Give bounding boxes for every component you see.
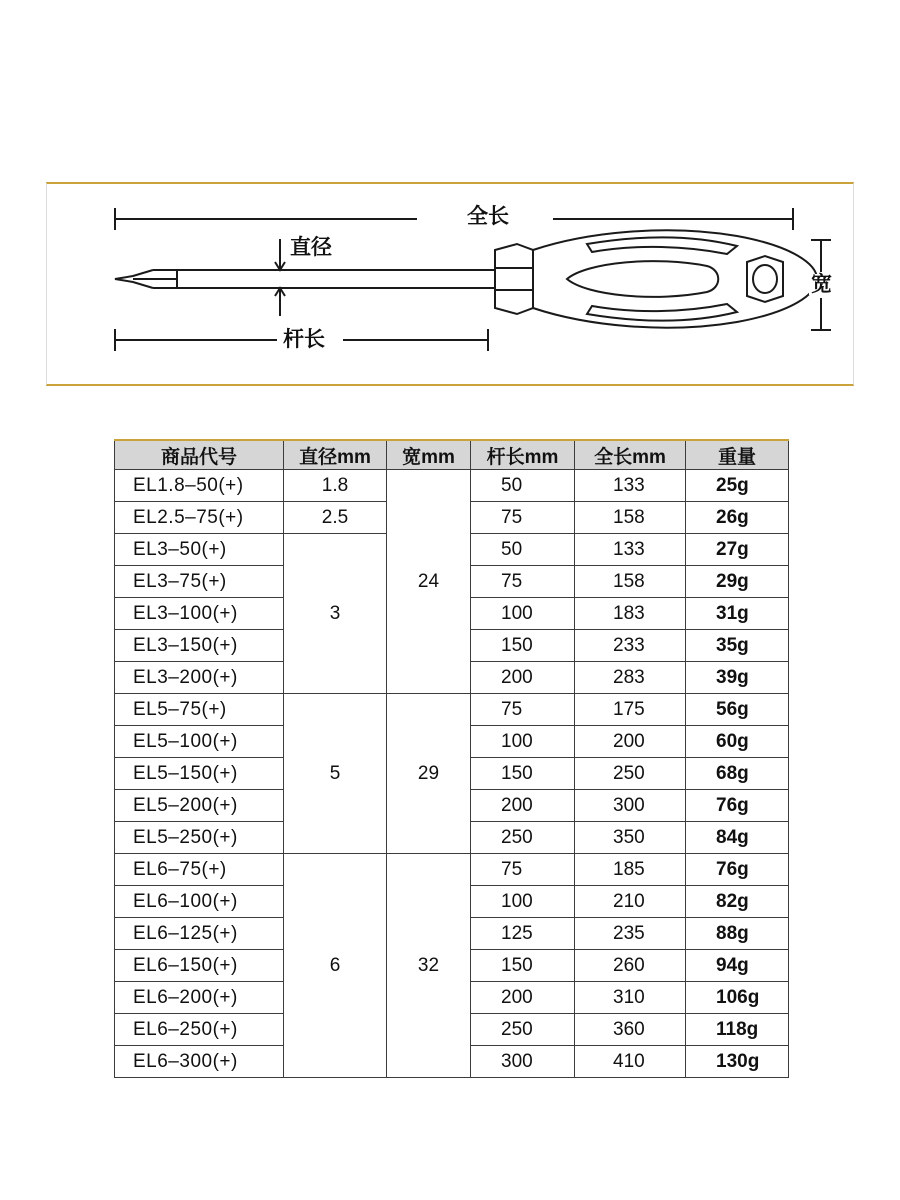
weight-cell: 29g (686, 566, 789, 598)
model-cell: EL3–150(+) (115, 630, 284, 662)
total-length-cell: 300 (575, 790, 686, 822)
weight-cell: 31g (686, 598, 789, 630)
model-cell: EL6–150(+) (115, 950, 284, 982)
total-length-cell: 158 (575, 502, 686, 534)
model-cell: EL5–250(+) (115, 822, 284, 854)
table-row (115, 694, 789, 726)
shaft-length-cell: 100 (471, 598, 575, 630)
total-length-label: 全长 (461, 206, 515, 227)
screwdriver-illustration (47, 184, 855, 388)
header-model: 商品代号 (115, 440, 284, 470)
shaft-length-cell: 50 (471, 534, 575, 566)
model-cell: EL6–250(+) (115, 1014, 284, 1046)
spec-table (114, 439, 789, 1078)
shaft-length-cell: 75 (471, 694, 575, 726)
shaft-length-cell: 100 (471, 726, 575, 758)
weight-cell: 84g (686, 822, 789, 854)
model-cell: EL3–75(+) (115, 566, 284, 598)
weight-cell: 35g (686, 630, 789, 662)
model-cell: EL3–100(+) (115, 598, 284, 630)
model-cell: EL3–50(+) (115, 534, 284, 566)
total-length-cell: 260 (575, 950, 686, 982)
table-header-row (115, 440, 789, 470)
table-row (115, 470, 789, 502)
model-cell: EL6–300(+) (115, 1046, 284, 1078)
diameter-cell: 6 (284, 854, 387, 1078)
width-cell: 24 (387, 470, 471, 694)
table-row (115, 854, 789, 886)
header-total-length: 全长mm (575, 440, 686, 470)
shaft-length-cell: 150 (471, 950, 575, 982)
total-length-cell: 310 (575, 982, 686, 1014)
width-cell: 32 (387, 854, 471, 1078)
model-cell: EL6–125(+) (115, 918, 284, 950)
total-length-cell: 283 (575, 662, 686, 694)
shaft-length-cell: 100 (471, 886, 575, 918)
model-cell: EL5–75(+) (115, 694, 284, 726)
total-length-cell: 350 (575, 822, 686, 854)
shaft-length-cell: 200 (471, 982, 575, 1014)
weight-cell: 76g (686, 854, 789, 886)
shaft-length-cell: 75 (471, 566, 575, 598)
total-length-cell: 210 (575, 886, 686, 918)
model-cell: EL2.5–75(+) (115, 502, 284, 534)
weight-cell: 25g (686, 470, 789, 502)
total-length-cell: 175 (575, 694, 686, 726)
total-length-cell: 233 (575, 630, 686, 662)
shaft-length-cell: 250 (471, 822, 575, 854)
shaft-length-cell: 200 (471, 662, 575, 694)
shaft-length-cell: 75 (471, 854, 575, 886)
shaft-length-cell: 150 (471, 758, 575, 790)
shaft-length-cell: 300 (471, 1046, 575, 1078)
shaft-length-label: 杆长 (279, 329, 329, 350)
total-length-cell: 183 (575, 598, 686, 630)
weight-cell: 60g (686, 726, 789, 758)
model-cell: EL5–200(+) (115, 790, 284, 822)
weight-cell: 82g (686, 886, 789, 918)
shaft-length-cell: 200 (471, 790, 575, 822)
weight-cell: 118g (686, 1014, 789, 1046)
weight-cell: 130g (686, 1046, 789, 1078)
model-cell: EL6–100(+) (115, 886, 284, 918)
weight-cell: 27g (686, 534, 789, 566)
weight-cell: 56g (686, 694, 789, 726)
diameter-cell: 3 (284, 534, 387, 694)
weight-cell: 88g (686, 918, 789, 950)
total-length-cell: 133 (575, 534, 686, 566)
weight-cell: 39g (686, 662, 789, 694)
total-length-cell: 360 (575, 1014, 686, 1046)
width-cell: 29 (387, 694, 471, 854)
model-cell: EL5–150(+) (115, 758, 284, 790)
model-cell: EL1.8–50(+) (115, 470, 284, 502)
weight-cell: 26g (686, 502, 789, 534)
diameter-label: 直径 (290, 235, 332, 259)
weight-cell: 76g (686, 790, 789, 822)
diameter-cell: 1.8 (284, 470, 387, 502)
shaft-length-cell: 150 (471, 630, 575, 662)
total-length-cell: 235 (575, 918, 686, 950)
total-length-cell: 133 (575, 470, 686, 502)
total-length-cell: 200 (575, 726, 686, 758)
model-cell: EL6–75(+) (115, 854, 284, 886)
weight-cell: 94g (686, 950, 789, 982)
shaft-length-cell: 75 (471, 502, 575, 534)
diameter-cell: 5 (284, 694, 387, 854)
shaft-length-cell: 50 (471, 470, 575, 502)
header-width: 宽mm (387, 440, 471, 470)
model-cell: EL6–200(+) (115, 982, 284, 1014)
model-cell: EL5–100(+) (115, 726, 284, 758)
width-label: 宽 (811, 272, 832, 296)
screwdriver-dimension-diagram (46, 182, 854, 386)
weight-cell: 68g (686, 758, 789, 790)
header-diameter: 直径mm (284, 440, 387, 470)
total-length-cell: 158 (575, 566, 686, 598)
shaft-length-cell: 125 (471, 918, 575, 950)
diameter-cell: 2.5 (284, 502, 387, 534)
shaft-length-cell: 250 (471, 1014, 575, 1046)
total-length-cell: 250 (575, 758, 686, 790)
total-length-cell: 410 (575, 1046, 686, 1078)
header-shaft-length: 杆长mm (471, 440, 575, 470)
model-cell: EL3–200(+) (115, 662, 284, 694)
header-weight: 重量 (686, 440, 789, 470)
weight-cell: 106g (686, 982, 789, 1014)
total-length-cell: 185 (575, 854, 686, 886)
